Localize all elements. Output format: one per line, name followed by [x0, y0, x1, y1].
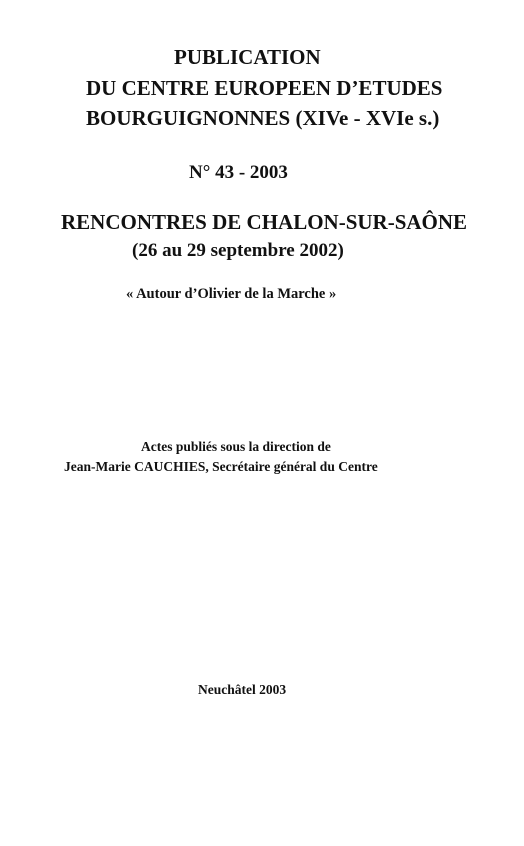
publisher-name-line2: BOURGUIGNONNES (XIVe - XVIe s.) [86, 106, 440, 130]
conference-theme: « Autour d’Olivier de la Marche » [126, 286, 337, 302]
publisher-name-line1: DU CENTRE EUROPEEN D’ETUDES [86, 76, 443, 100]
editors-names: Jean-Marie CAUCHIES, Secrétaire général du Centre [64, 459, 378, 474]
imprint: Neuchâtel 2003 [198, 682, 287, 697]
issue-number: N° 43 - 2003 [189, 162, 288, 183]
conference-title: RENCONTRES DE CHALON-SUR-SAÔNE [61, 210, 468, 234]
conference-dates: (26 au 29 septembre 2002) [132, 240, 344, 261]
publication-heading: PUBLICATION [174, 45, 321, 69]
editors-intro: Actes publiés sous la direction de [141, 439, 331, 454]
